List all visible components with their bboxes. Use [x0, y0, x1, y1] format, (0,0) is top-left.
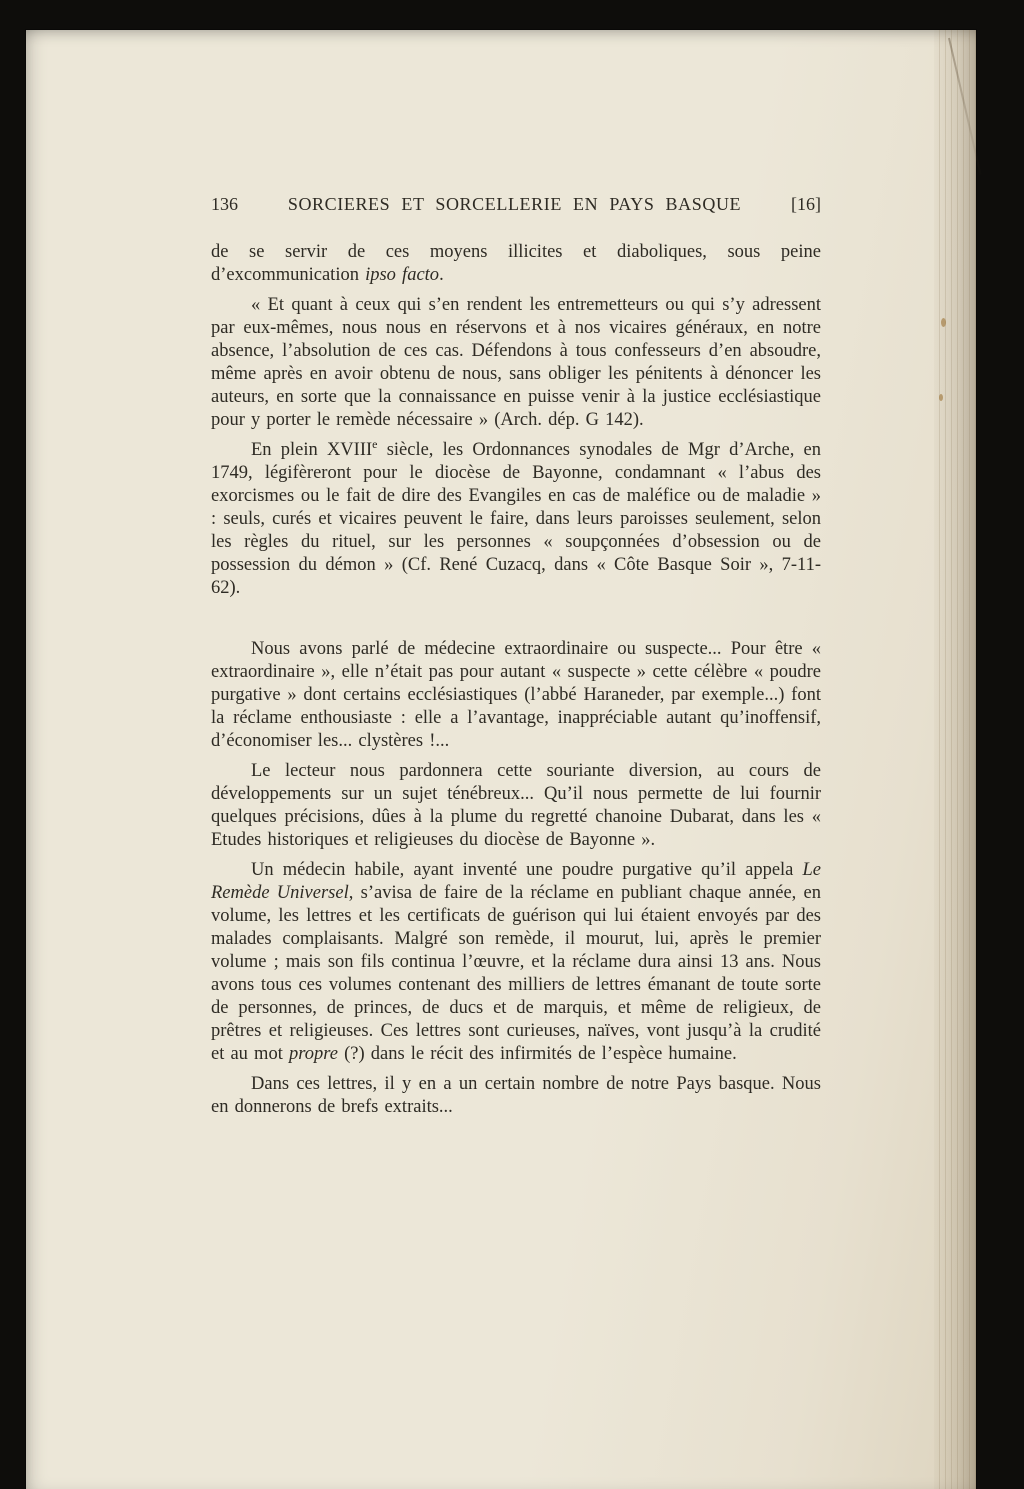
- running-title: SORCIERES ET SORCELLERIE EN PAYS BASQUE: [287, 194, 742, 214]
- paragraph-text: Le lecteur nous pardonnera cette souriante diversion, au cours de développements sur un sujet ténébreux... Qu’il nous permette de lui fournir quelques précisions, dûes à la plume du regretté chanoine Dubarat, dans les « Etudes historiques et religieuses du diocèse de Bayonne ».: [211, 761, 821, 850]
- paragraph: [211, 294, 821, 432]
- paragraph-text: (?) dans le récit des infirmités de l’espèce humaine.: [337, 1044, 737, 1064]
- paragraph: [211, 859, 821, 1066]
- paragraph-text: « Et quant à ceux qui s’en rendent les entremetteurs ou qui s’y adressent par eux-mêmes, nous nous en réservons et à nos vicaires généraux, en notre absence, l’absolution de ces cas. Défendons à tous confesseurs d’en absoudre, même après en avoir obtenu de nous, sans obliger les pénitents à dénoncer les auteurs, en sorte que la connaissance en puisse venir à la justice ecclésiastique pour y porter le remède nécessaire » (Arch. dép. G 142).: [211, 295, 821, 430]
- paragraph: [211, 638, 821, 753]
- paragraph-text: Un médecin habile, ayant inventé une poudre purgative qu’il appela: [251, 860, 803, 880]
- page-stack-edge: [934, 30, 976, 1489]
- paragraph: [211, 241, 821, 287]
- italic-phrase: ipso facto: [365, 265, 440, 285]
- paragraph: [211, 1073, 821, 1119]
- paragraph: [211, 760, 821, 852]
- paragraph: [211, 436, 821, 600]
- book-page: [26, 30, 976, 1489]
- paragraph-text: Nous avons parlé de médecine extraordinaire ou suspecte... Pour être « extraordinaire », elle n’était pas pour autant « suspecte » cette célèbre « poudre purgative » dont certains ecclésiastiques (l’abbé Haraneder, par exemple...) font la réclame enthousiaste : elle a l’avantage, inappréciable autant qu’inoffensif, d’économiser les... clystères !...: [211, 639, 821, 751]
- italic-phrase: Le Remède Universel: [211, 860, 821, 903]
- paragraph-text: , s’avisa de faire de la réclame en publiant chaque année, en volume, les lettres et les certificats de guérison qui lui étaient envoyés par des malades complaisants. Malgré son remède, il mourut, lui, après le premier volume ; mais son fils continua l’œuvre, et la réclame dura ainsi 13 ans. Nous avons tous ces volumes contenant des milliers de lettres émanant de toute sorte de personnes, de princes, de ducs et de marquis, et même de religieux, de prêtres et religieuses. Ces lettres sont curieuses, naïves, vont jusqu’à la crudité et au mot: [211, 883, 821, 1064]
- text-block: [26, 215, 976, 1119]
- superscript-text: e: [372, 436, 378, 451]
- paragraph-text: Dans ces lettres, il y en a un certain nombre de notre Pays basque. Nous en donnerons de brefs extraits...: [211, 1074, 821, 1117]
- page-number: 136: [211, 194, 238, 214]
- paragraph-text: de se servir de ces moyens illicites et diaboliques, sous peine d’excommunication: [211, 242, 821, 285]
- paragraph-text: .: [439, 265, 444, 285]
- italic-phrase: propre: [288, 1044, 338, 1064]
- paragraph-text: En plein XVIII: [251, 440, 373, 460]
- running-header: [26, 30, 976, 215]
- paragraph-text: siècle, les Ordonnances synodales de Mgr d’Arche, en 1749, légifèreront pour le diocèse de Bayonne, condamnant « l’abus des exorcismes ou le fait de dire des Evangiles en cas de maléfice ou de maladie » : seuls, curés et vicaires peuvent le faire, dans leurs paroisses seulement, selon les règles du rituel, sur les personnes « soupçonnées d’obsession ou de possession du démon » (Cf. René Cuzacq, dans « Côte Basque Soir », 7-11-62).: [211, 440, 821, 598]
- section-marker: [16]: [791, 194, 821, 214]
- foxing-spot: [941, 318, 946, 327]
- foxing-spot: [939, 394, 943, 401]
